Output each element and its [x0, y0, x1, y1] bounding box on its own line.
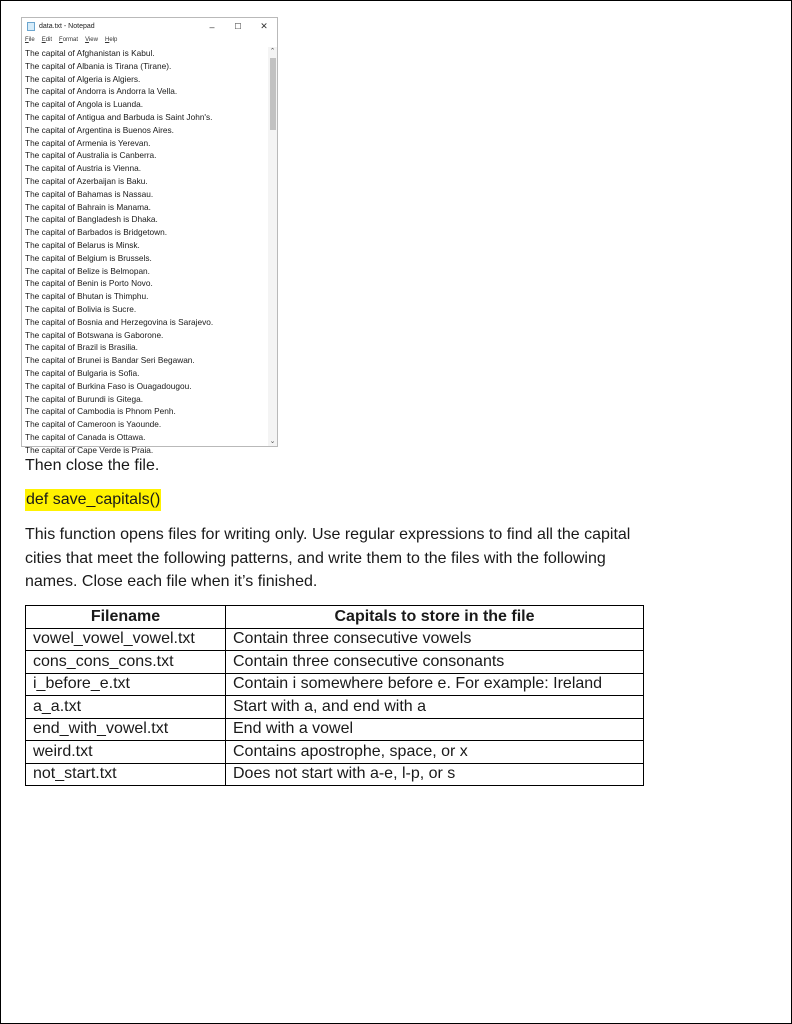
table-row — [26, 696, 644, 719]
notepad-text-line: The capital of Bangladesh is Dhaka. — [25, 214, 158, 225]
scrollbar-thumb[interactable] — [270, 58, 276, 130]
notepad-text-line: The capital of Andorra is Andorra la Vella. — [25, 86, 178, 97]
notepad-file-icon — [27, 22, 35, 31]
table-row — [26, 651, 644, 674]
notepad-text-area[interactable] — [25, 47, 270, 455]
notepad-text-line: The capital of Angola is Luanda. — [25, 99, 144, 110]
notepad-text-line: The capital of Argentina is Buenos Aires. — [25, 124, 174, 135]
description-cell: Start with a, and end with a — [226, 696, 644, 719]
filename-cell: cons_cons_cons.txt — [26, 651, 226, 674]
close-file-instruction: Then close the file. — [25, 457, 160, 474]
notepad-text-line: The capital of Antigua and Barbuda is Saint John's. — [25, 111, 213, 122]
notepad-text-line: The capital of Brunei is Bandar Seri Begawan. — [25, 355, 195, 366]
filename-cell: vowel_vowel_vowel.txt — [26, 628, 226, 651]
notepad-title: data.txt - Notepad — [39, 23, 95, 30]
notepad-text-line: The capital of Cameroon is Yaounde. — [25, 419, 162, 430]
scroll-up-icon[interactable]: ⌃ — [269, 48, 276, 55]
description-cell: Contain i somewhere before e. For example: Ireland — [226, 673, 644, 696]
notepad-text-line: The capital of Bhutan is Thimphu. — [25, 291, 149, 302]
files-table — [25, 605, 644, 786]
notepad-text-line: The capital of Burkina Faso is Ouagadougou. — [25, 380, 192, 391]
header-filename: Filename — [26, 606, 226, 629]
notepad-text-line: The capital of Algeria is Algiers. — [25, 73, 141, 84]
table-row — [26, 763, 644, 786]
header-capitals: Capitals to store in the file — [226, 606, 644, 629]
notepad-text-line: The capital of Bolivia is Sucre. — [25, 303, 137, 314]
table-header-row — [26, 606, 644, 629]
notepad-text-line: The capital of Belarus is Minsk. — [25, 239, 140, 250]
notepad-text-line: The capital of Canada is Ottawa. — [25, 431, 146, 442]
maximize-icon[interactable]: ☐ — [234, 22, 242, 31]
notepad-text-line: The capital of Azerbaijan is Baku. — [25, 175, 148, 186]
table-row — [26, 628, 644, 651]
notepad-text-line: The capital of Albania is Tirana (Tirane). — [25, 60, 172, 71]
description-cell: Does not start with a-e, l-p, or s — [226, 763, 644, 786]
notepad-text-line: The capital of Barbados is Bridgetown. — [25, 227, 168, 238]
notepad-text-line: The capital of Bulgaria is Sofia. — [25, 367, 140, 378]
table-row — [26, 718, 644, 741]
scroll-down-icon[interactable]: ⌄ — [269, 438, 276, 445]
notepad-text-line: The capital of Bosnia and Herzegovina is Sarajevo. — [25, 316, 214, 327]
notepad-text-line: The capital of Benin is Porto Novo. — [25, 278, 153, 289]
notepad-text-line: The capital of Australia is Canberra. — [25, 150, 157, 161]
description-cell: Contains apostrophe, space, or x — [226, 741, 644, 764]
notepad-text-line: The capital of Belgium is Brussels. — [25, 252, 152, 263]
filename-cell: a_a.txt — [26, 696, 226, 719]
notepad-text-line: The capital of Burundi is Gitega. — [25, 393, 144, 404]
notepad-text-line: The capital of Botswana is Gaborone. — [25, 329, 164, 340]
notepad-text-line: The capital of Cambodia is Phnom Penh. — [25, 406, 176, 417]
menu-view[interactable]: View — [85, 37, 98, 43]
description-cell: Contain three consecutive consonants — [226, 651, 644, 674]
notepad-window — [21, 17, 278, 455]
minimize-icon[interactable]: – — [209, 21, 215, 32]
notepad-text-line: The capital of Austria is Vienna. — [25, 163, 142, 174]
notepad-text-line: The capital of Bahamas is Nassau. — [25, 188, 154, 199]
vertical-scrollbar[interactable] — [268, 47, 277, 446]
description-cell: Contain three consecutive vowels — [226, 628, 644, 651]
filename-cell: not_start.txt — [26, 763, 226, 786]
close-icon[interactable]: ✕ — [260, 21, 268, 31]
description-paragraph: This function opens files for writing only. Use regular expressions to find all the capital cities that meet the following patterns, and write them to the files with the following names. Close each file when it’s finished. — [25, 526, 631, 590]
description-cell: End with a vowel — [226, 718, 644, 741]
notepad-text-line: The capital of Bahrain is Manama. — [25, 201, 151, 212]
menu-edit[interactable]: Edit — [41, 37, 53, 43]
menu-help[interactable]: Help — [104, 37, 118, 43]
menu-format[interactable]: Format — [59, 37, 79, 43]
notepad-text-line: The capital of Belize is Belmopan. — [25, 265, 150, 276]
menu-file[interactable]: File — [25, 37, 35, 43]
table-row — [26, 741, 644, 764]
filename-cell: weird.txt — [26, 741, 226, 764]
filename-cell: end_with_vowel.txt — [26, 718, 226, 741]
notepad-titlebar — [22, 18, 277, 35]
notepad-text-line: The capital of Armenia is Yerevan. — [25, 137, 151, 148]
notepad-text-line: The capital of Cape Verde is Praia. — [25, 444, 154, 455]
function-signature: def save_capitals() — [25, 489, 161, 511]
notepad-text-line: The capital of Brazil is Brasilia. — [25, 342, 138, 353]
table-row — [26, 673, 644, 696]
filename-cell: i_before_e.txt — [26, 673, 226, 696]
notepad-text-line: The capital of Afghanistan is Kabul. — [25, 48, 155, 58]
